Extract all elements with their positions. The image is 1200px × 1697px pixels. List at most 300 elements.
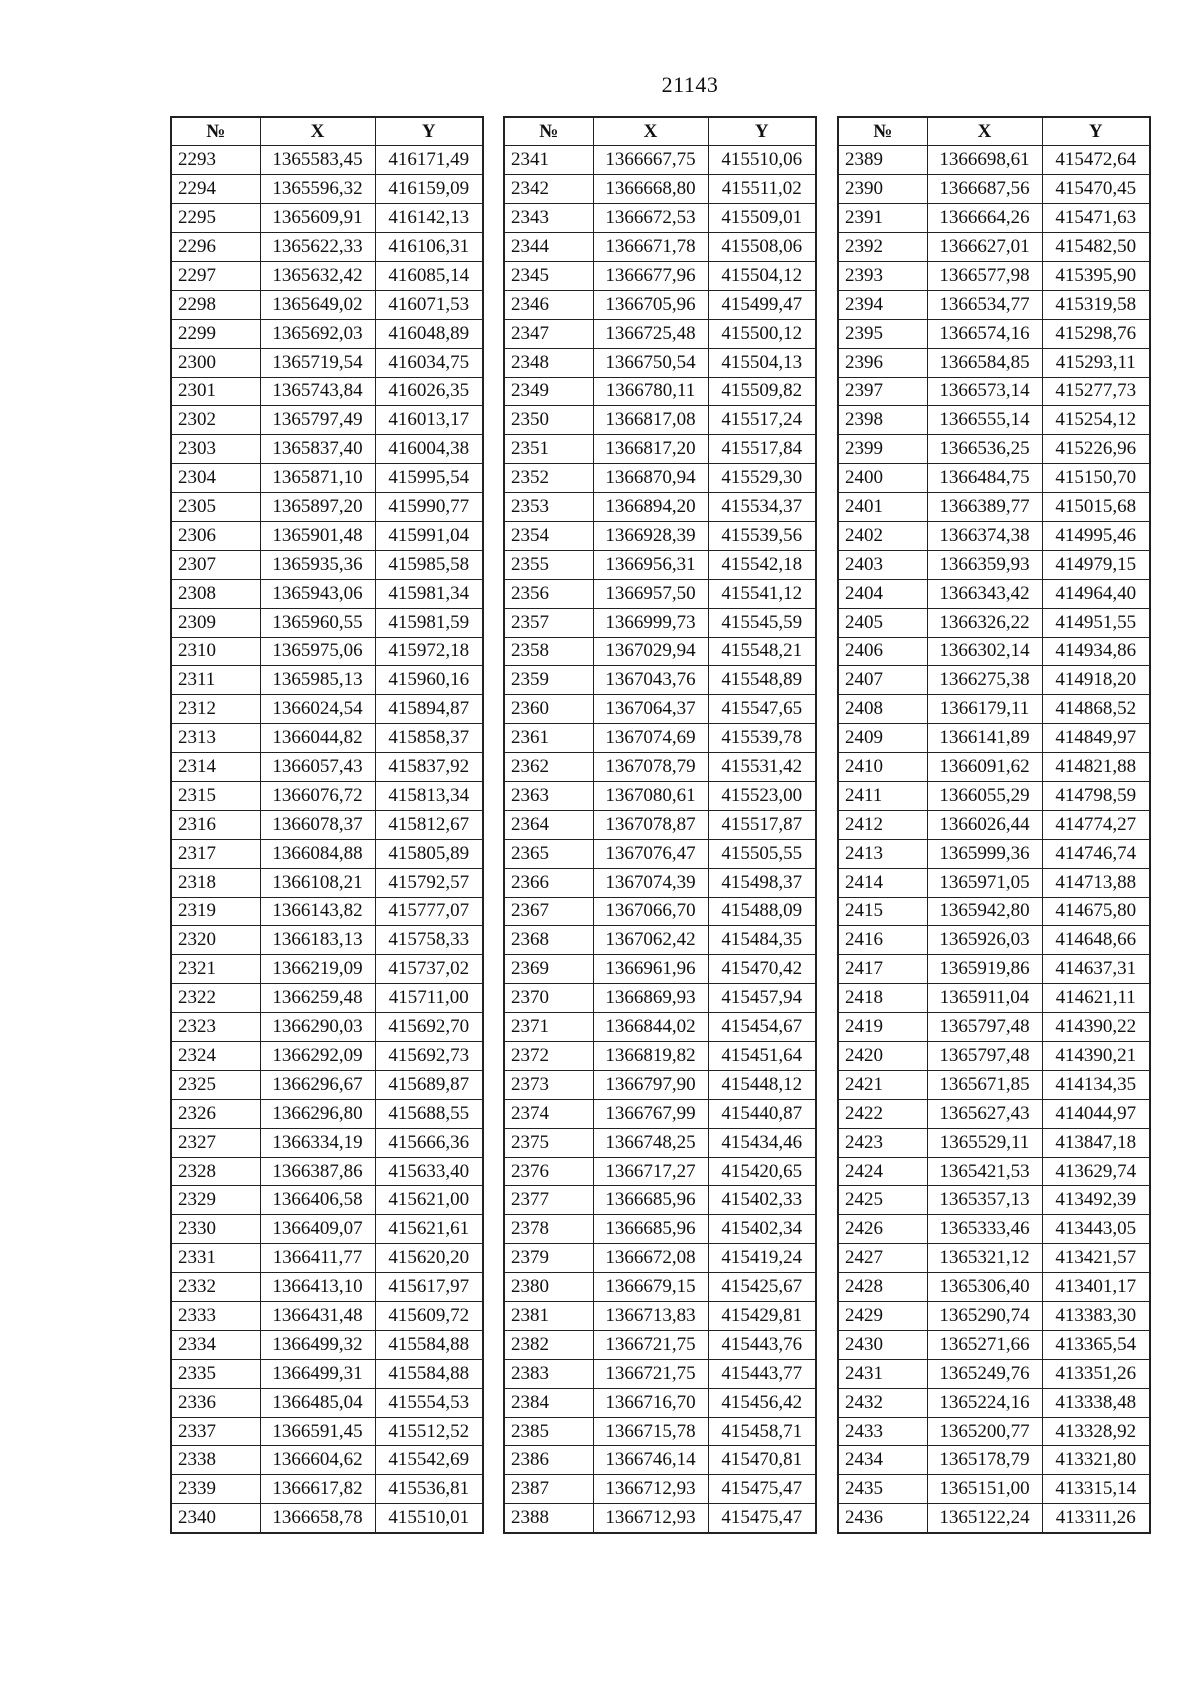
point-number: 2302	[171, 406, 260, 435]
table-row	[171, 897, 483, 926]
y-coordinate: 415277,73	[1042, 377, 1150, 406]
table-row	[504, 579, 816, 608]
y-coordinate: 414979,15	[1042, 550, 1150, 579]
point-number: 2436	[838, 1504, 927, 1533]
y-coordinate: 414774,27	[1042, 810, 1150, 839]
table-row	[504, 1475, 816, 1504]
y-coordinate: 414934,86	[1042, 637, 1150, 666]
table-row	[838, 1417, 1150, 1446]
x-coordinate: 1366499,31	[260, 1359, 375, 1388]
x-coordinate: 1366334,19	[260, 1128, 375, 1157]
point-number: 2405	[838, 608, 927, 637]
y-coordinate: 415484,35	[708, 926, 816, 955]
x-coordinate: 1366026,44	[927, 810, 1042, 839]
y-coordinate: 415995,54	[375, 464, 483, 493]
y-coordinate: 415488,09	[708, 897, 816, 926]
x-coordinate: 1365321,12	[927, 1244, 1042, 1273]
x-coordinate: 1366091,62	[927, 753, 1042, 782]
table-row	[504, 810, 816, 839]
point-number: 2370	[504, 984, 593, 1013]
table-row	[504, 435, 816, 464]
y-coordinate: 414648,66	[1042, 926, 1150, 955]
y-coordinate: 414621,11	[1042, 984, 1150, 1013]
x-coordinate: 1365942,80	[927, 897, 1042, 926]
y-coordinate: 415542,18	[708, 550, 816, 579]
y-coordinate: 413351,26	[1042, 1359, 1150, 1388]
point-number: 2382	[504, 1330, 593, 1359]
x-coordinate: 1365943,06	[260, 579, 375, 608]
table-row	[504, 521, 816, 550]
table-row	[838, 897, 1150, 926]
point-number: 2303	[171, 435, 260, 464]
x-coordinate: 1366685,96	[593, 1186, 708, 1215]
header-y: Y	[708, 117, 816, 146]
x-coordinate: 1366076,72	[260, 781, 375, 810]
point-number: 2410	[838, 753, 927, 782]
point-number: 2379	[504, 1244, 593, 1273]
table-row	[171, 377, 483, 406]
y-coordinate: 416106,31	[375, 233, 483, 262]
table-row	[838, 261, 1150, 290]
y-coordinate: 415470,81	[708, 1446, 816, 1475]
x-coordinate: 1367066,70	[593, 897, 708, 926]
x-coordinate: 1366721,75	[593, 1359, 708, 1388]
table-row	[171, 1042, 483, 1071]
y-coordinate: 415482,50	[1042, 233, 1150, 262]
point-number: 2393	[838, 261, 927, 290]
y-coordinate: 415529,30	[708, 464, 816, 493]
y-coordinate: 415813,34	[375, 781, 483, 810]
point-number: 2431	[838, 1359, 927, 1388]
table-row	[838, 1273, 1150, 1302]
point-number: 2376	[504, 1157, 593, 1186]
y-coordinate: 416085,14	[375, 261, 483, 290]
point-number: 2365	[504, 839, 593, 868]
x-coordinate: 1366780,11	[593, 377, 708, 406]
header-y: Y	[375, 117, 483, 146]
table-header-row	[838, 117, 1150, 146]
point-number: 2394	[838, 290, 927, 319]
y-coordinate: 415504,13	[708, 348, 816, 377]
y-coordinate: 415991,04	[375, 521, 483, 550]
point-number: 2380	[504, 1273, 593, 1302]
point-number: 2298	[171, 290, 260, 319]
point-number: 2389	[838, 146, 927, 175]
point-number: 2350	[504, 406, 593, 435]
y-coordinate: 415456,42	[708, 1388, 816, 1417]
y-coordinate: 415554,53	[375, 1388, 483, 1417]
y-coordinate: 415666,36	[375, 1128, 483, 1157]
x-coordinate: 1366677,96	[593, 261, 708, 290]
y-coordinate: 415420,65	[708, 1157, 816, 1186]
table-row	[838, 290, 1150, 319]
point-number: 2352	[504, 464, 593, 493]
point-number: 2329	[171, 1186, 260, 1215]
point-number: 2344	[504, 233, 593, 262]
table-row	[838, 666, 1150, 695]
y-coordinate: 415434,46	[708, 1128, 816, 1157]
y-coordinate: 415500,12	[708, 319, 816, 348]
table-row	[171, 348, 483, 377]
point-number: 2403	[838, 550, 927, 579]
y-coordinate: 415542,69	[375, 1446, 483, 1475]
y-coordinate: 415470,42	[708, 955, 816, 984]
x-coordinate: 1366627,01	[927, 233, 1042, 262]
x-coordinate: 1366143,82	[260, 897, 375, 926]
table-row	[504, 1128, 816, 1157]
x-coordinate: 1366999,73	[593, 608, 708, 637]
y-coordinate: 415504,12	[708, 261, 816, 290]
point-number: 2300	[171, 348, 260, 377]
point-number: 2414	[838, 868, 927, 897]
table-row	[504, 1244, 816, 1273]
y-coordinate: 415621,61	[375, 1215, 483, 1244]
point-number: 2345	[504, 261, 593, 290]
header-x: X	[927, 117, 1042, 146]
point-number: 2372	[504, 1042, 593, 1071]
point-number: 2295	[171, 204, 260, 233]
point-number: 2419	[838, 1013, 927, 1042]
table-row	[504, 290, 816, 319]
y-coordinate: 415402,34	[708, 1215, 816, 1244]
x-coordinate: 1366044,82	[260, 724, 375, 753]
point-number: 2433	[838, 1417, 927, 1446]
table-row	[838, 1359, 1150, 1388]
x-coordinate: 1366894,20	[593, 493, 708, 522]
x-coordinate: 1365985,13	[260, 666, 375, 695]
x-coordinate: 1365649,02	[260, 290, 375, 319]
table-row	[504, 781, 816, 810]
x-coordinate: 1366591,45	[260, 1417, 375, 1446]
point-number: 2313	[171, 724, 260, 753]
y-coordinate: 414918,20	[1042, 666, 1150, 695]
y-coordinate: 415443,76	[708, 1330, 816, 1359]
point-number: 2364	[504, 810, 593, 839]
point-number: 2317	[171, 839, 260, 868]
x-coordinate: 1366555,14	[927, 406, 1042, 435]
table-row	[838, 146, 1150, 175]
table-row	[838, 1302, 1150, 1331]
table-row	[171, 1244, 483, 1273]
point-number: 2399	[838, 435, 927, 464]
x-coordinate: 1366219,09	[260, 955, 375, 984]
y-coordinate: 415015,68	[1042, 493, 1150, 522]
table-row	[504, 926, 816, 955]
table-row	[838, 753, 1150, 782]
x-coordinate: 1365719,54	[260, 348, 375, 377]
header-x: X	[260, 117, 375, 146]
x-coordinate: 1366055,29	[927, 781, 1042, 810]
x-coordinate: 1365919,86	[927, 955, 1042, 984]
y-coordinate: 413847,18	[1042, 1128, 1150, 1157]
y-coordinate: 415981,34	[375, 579, 483, 608]
x-coordinate: 1366108,21	[260, 868, 375, 897]
y-coordinate: 414675,80	[1042, 897, 1150, 926]
point-number: 2397	[838, 377, 927, 406]
table-row	[171, 579, 483, 608]
x-coordinate: 1366387,86	[260, 1157, 375, 1186]
table-row	[504, 1186, 816, 1215]
table-row	[838, 781, 1150, 810]
header-x: X	[593, 117, 708, 146]
point-number: 2388	[504, 1504, 593, 1533]
point-number: 2306	[171, 521, 260, 550]
table-row	[171, 781, 483, 810]
y-coordinate: 413421,57	[1042, 1244, 1150, 1273]
point-number: 2412	[838, 810, 927, 839]
point-number: 2322	[171, 984, 260, 1013]
x-coordinate: 1366725,48	[593, 319, 708, 348]
point-number: 2435	[838, 1475, 927, 1504]
point-number: 2312	[171, 695, 260, 724]
point-number: 2319	[171, 897, 260, 926]
point-number: 2369	[504, 955, 593, 984]
x-coordinate: 1365627,43	[927, 1099, 1042, 1128]
y-coordinate: 415510,01	[375, 1504, 483, 1533]
point-number: 2299	[171, 319, 260, 348]
table-row	[171, 1504, 483, 1533]
point-number: 2314	[171, 753, 260, 782]
y-coordinate: 415150,70	[1042, 464, 1150, 493]
point-number: 2355	[504, 550, 593, 579]
point-number: 2368	[504, 926, 593, 955]
point-number: 2333	[171, 1302, 260, 1331]
point-number: 2374	[504, 1099, 593, 1128]
y-coordinate: 415689,87	[375, 1070, 483, 1099]
table-row	[504, 753, 816, 782]
x-coordinate: 1366296,67	[260, 1070, 375, 1099]
table-row	[171, 1359, 483, 1388]
point-number: 2308	[171, 579, 260, 608]
x-coordinate: 1366326,22	[927, 608, 1042, 637]
point-number: 2378	[504, 1215, 593, 1244]
x-coordinate: 1366672,53	[593, 204, 708, 233]
table-row	[171, 406, 483, 435]
table-row	[838, 175, 1150, 204]
point-number: 2432	[838, 1388, 927, 1417]
table-row	[504, 348, 816, 377]
table-row	[171, 926, 483, 955]
table-row	[838, 984, 1150, 1013]
table-row	[171, 1417, 483, 1446]
coordinates-table-2	[503, 116, 817, 1534]
table-row	[838, 550, 1150, 579]
point-number: 2340	[171, 1504, 260, 1533]
x-coordinate: 1366748,25	[593, 1128, 708, 1157]
x-coordinate: 1365632,42	[260, 261, 375, 290]
y-coordinate: 414134,35	[1042, 1070, 1150, 1099]
table-row	[504, 1302, 816, 1331]
point-number: 2402	[838, 521, 927, 550]
x-coordinate: 1366712,93	[593, 1475, 708, 1504]
y-coordinate: 415548,21	[708, 637, 816, 666]
table-row	[171, 695, 483, 724]
table-row	[171, 1215, 483, 1244]
table-row	[171, 724, 483, 753]
table-row	[504, 1446, 816, 1475]
x-coordinate: 1365249,76	[927, 1359, 1042, 1388]
table-row	[838, 1388, 1150, 1417]
table-row	[504, 608, 816, 637]
x-coordinate: 1366275,38	[927, 666, 1042, 695]
y-coordinate: 416048,89	[375, 319, 483, 348]
table-row	[171, 753, 483, 782]
y-coordinate: 413328,92	[1042, 1417, 1150, 1446]
x-coordinate: 1366259,48	[260, 984, 375, 1013]
table-row	[838, 348, 1150, 377]
y-coordinate: 416034,75	[375, 348, 483, 377]
point-number: 2297	[171, 261, 260, 290]
y-coordinate: 413383,30	[1042, 1302, 1150, 1331]
point-number: 2332	[171, 1273, 260, 1302]
y-coordinate: 416013,17	[375, 406, 483, 435]
x-coordinate: 1365271,66	[927, 1330, 1042, 1359]
x-coordinate: 1365971,05	[927, 868, 1042, 897]
x-coordinate: 1366057,43	[260, 753, 375, 782]
table-row	[838, 204, 1150, 233]
x-coordinate: 1365596,32	[260, 175, 375, 204]
table-row	[504, 377, 816, 406]
table-row	[838, 1446, 1150, 1475]
table-row	[838, 1330, 1150, 1359]
x-coordinate: 1366956,31	[593, 550, 708, 579]
y-coordinate: 415777,07	[375, 897, 483, 926]
y-coordinate: 415960,16	[375, 666, 483, 695]
y-coordinate: 415621,00	[375, 1186, 483, 1215]
point-number: 2343	[504, 204, 593, 233]
x-coordinate: 1365178,79	[927, 1446, 1042, 1475]
point-number: 2336	[171, 1388, 260, 1417]
table-row	[171, 666, 483, 695]
header-number: №	[504, 117, 593, 146]
table-row	[504, 1417, 816, 1446]
point-number: 2328	[171, 1157, 260, 1186]
point-number: 2347	[504, 319, 593, 348]
table-row	[838, 464, 1150, 493]
point-number: 2359	[504, 666, 593, 695]
table-row	[504, 637, 816, 666]
table-row	[171, 1013, 483, 1042]
x-coordinate: 1366715,78	[593, 1417, 708, 1446]
header-number: №	[838, 117, 927, 146]
y-coordinate: 415425,67	[708, 1273, 816, 1302]
point-number: 2401	[838, 493, 927, 522]
x-coordinate: 1365871,10	[260, 464, 375, 493]
y-coordinate: 414713,88	[1042, 868, 1150, 897]
x-coordinate: 1365797,48	[927, 1013, 1042, 1042]
x-coordinate: 1366717,27	[593, 1157, 708, 1186]
x-coordinate: 1367078,87	[593, 810, 708, 839]
point-number: 2338	[171, 1446, 260, 1475]
point-number: 2409	[838, 724, 927, 753]
x-coordinate: 1365897,20	[260, 493, 375, 522]
y-coordinate: 413401,17	[1042, 1273, 1150, 1302]
table-row	[171, 1099, 483, 1128]
y-coordinate: 415711,00	[375, 984, 483, 1013]
table-row	[504, 233, 816, 262]
point-number: 2420	[838, 1042, 927, 1071]
point-number: 2316	[171, 810, 260, 839]
x-coordinate: 1366574,16	[927, 319, 1042, 348]
y-coordinate: 414821,88	[1042, 753, 1150, 782]
y-coordinate: 415517,24	[708, 406, 816, 435]
point-number: 2346	[504, 290, 593, 319]
x-coordinate: 1366716,70	[593, 1388, 708, 1417]
table-row	[838, 695, 1150, 724]
point-number: 2362	[504, 753, 593, 782]
table-row	[838, 319, 1150, 348]
y-coordinate: 415584,88	[375, 1330, 483, 1359]
point-number: 2424	[838, 1157, 927, 1186]
y-coordinate: 415475,47	[708, 1475, 816, 1504]
table-row	[838, 406, 1150, 435]
x-coordinate: 1367074,39	[593, 868, 708, 897]
point-number: 2386	[504, 1446, 593, 1475]
table-row	[838, 1186, 1150, 1215]
x-coordinate: 1365622,33	[260, 233, 375, 262]
point-number: 2331	[171, 1244, 260, 1273]
x-coordinate: 1366687,56	[927, 175, 1042, 204]
table-row	[171, 233, 483, 262]
table-row	[504, 1388, 816, 1417]
point-number: 2339	[171, 1475, 260, 1504]
x-coordinate: 1366869,93	[593, 984, 708, 1013]
x-coordinate: 1366296,80	[260, 1099, 375, 1128]
point-number: 2375	[504, 1128, 593, 1157]
x-coordinate: 1366584,85	[927, 348, 1042, 377]
point-number: 2387	[504, 1475, 593, 1504]
y-coordinate: 415620,20	[375, 1244, 483, 1273]
y-coordinate: 415429,81	[708, 1302, 816, 1331]
y-coordinate: 416071,53	[375, 290, 483, 319]
y-coordinate: 415419,24	[708, 1244, 816, 1273]
point-number: 2392	[838, 233, 927, 262]
y-coordinate: 414390,22	[1042, 1013, 1150, 1042]
point-number: 2367	[504, 897, 593, 926]
x-coordinate: 1366685,96	[593, 1215, 708, 1244]
y-coordinate: 416026,35	[375, 377, 483, 406]
y-coordinate: 415894,87	[375, 695, 483, 724]
x-coordinate: 1366817,20	[593, 435, 708, 464]
table-row	[171, 1475, 483, 1504]
y-coordinate: 415498,37	[708, 868, 816, 897]
y-coordinate: 415805,89	[375, 839, 483, 868]
point-number: 2383	[504, 1359, 593, 1388]
x-coordinate: 1367078,79	[593, 753, 708, 782]
x-coordinate: 1366844,02	[593, 1013, 708, 1042]
table-row	[838, 1099, 1150, 1128]
y-coordinate: 415758,33	[375, 926, 483, 955]
y-coordinate: 415471,63	[1042, 204, 1150, 233]
table-row	[171, 1388, 483, 1417]
y-coordinate: 413629,74	[1042, 1157, 1150, 1186]
table-row	[838, 493, 1150, 522]
y-coordinate: 415451,64	[708, 1042, 816, 1071]
y-coordinate: 415254,12	[1042, 406, 1150, 435]
y-coordinate: 415837,92	[375, 753, 483, 782]
x-coordinate: 1366389,77	[927, 493, 1042, 522]
x-coordinate: 1365529,11	[927, 1128, 1042, 1157]
y-coordinate: 415534,37	[708, 493, 816, 522]
table-row	[171, 810, 483, 839]
y-coordinate: 414849,97	[1042, 724, 1150, 753]
x-coordinate: 1366290,03	[260, 1013, 375, 1042]
point-number: 2315	[171, 781, 260, 810]
point-number: 2391	[838, 204, 927, 233]
y-coordinate: 413315,14	[1042, 1475, 1150, 1504]
table-row	[171, 868, 483, 897]
x-coordinate: 1366179,11	[927, 695, 1042, 724]
